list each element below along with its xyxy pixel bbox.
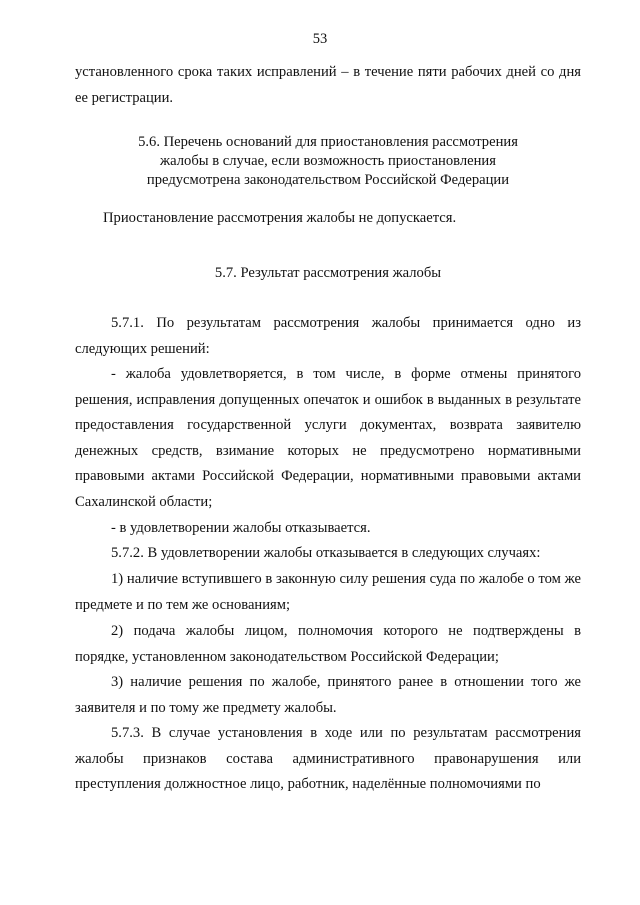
- paragraph-suspension: Приостановление рассмотрения жалобы не допускается.: [103, 210, 457, 226]
- heading-5-6: [75, 133, 581, 190]
- paragraph-5-7-1: 5.7.1. По результатам рассмотрения жалобы принимается одно из следующих решений:: [75, 315, 581, 357]
- paragraph-5-7-2-item-2: 2) подача жалобы лицом, полномочия которого не подтверждены в порядке, установленном законодательством Российской Федерации;: [75, 623, 581, 665]
- paragraph-5-7-2-item-1: 1) наличие вступившего в законную силу решения суда по жалобе о том же предмете и по тем же основаниям;: [75, 571, 581, 613]
- paragraph-continuation: установленного срока таких исправлений – в течение пяти рабочих дней со дня ее регистрации.: [75, 64, 581, 106]
- paragraph-5-7-3: 5.7.3. В случае установления в ходе или по результатам рассмотрения жалобы признаков состава административного правонарушения или преступления должностное лицо, работник, наделённые полномочиями по: [75, 725, 581, 793]
- paragraph-5-7-2-item-3: 3) наличие решения по жалобе, принятого ранее в отношении того же заявителя и по тому же предмету жалобы.: [75, 674, 581, 716]
- heading-5-6-line-2: жалобы в случае, если возможность приостановления: [160, 153, 496, 169]
- heading-5-6-line-1: 5.6. Перечень оснований для приостановления рассмотрения: [138, 134, 518, 150]
- paragraph-5-7-1-option-b: - в удовлетворении жалобы отказывается.: [111, 520, 371, 536]
- paragraph-5-7-2: 5.7.2. В удовлетворении жалобы отказывается в следующих случаях:: [111, 545, 541, 561]
- heading-5-7: 5.7. Результат рассмотрения жалобы: [214, 265, 442, 281]
- heading-5-6-line-3: предусмотрена законодательством Российской Федерации: [146, 172, 510, 188]
- paragraph-5-7-1-option-a: - жалоба удовлетворяется, в том числе, в форме отмены принятого решения, исправления допущенных опечаток и ошибок в выданных в результате предоставления государственной услуги документах, возврата заявителю денежных средств, взимание которых не предусмотрено нормативными правовыми актами Российской Федерации, нормативными правовыми актами Сахалинской области;: [75, 366, 581, 510]
- page-number: 53: [312, 31, 328, 47]
